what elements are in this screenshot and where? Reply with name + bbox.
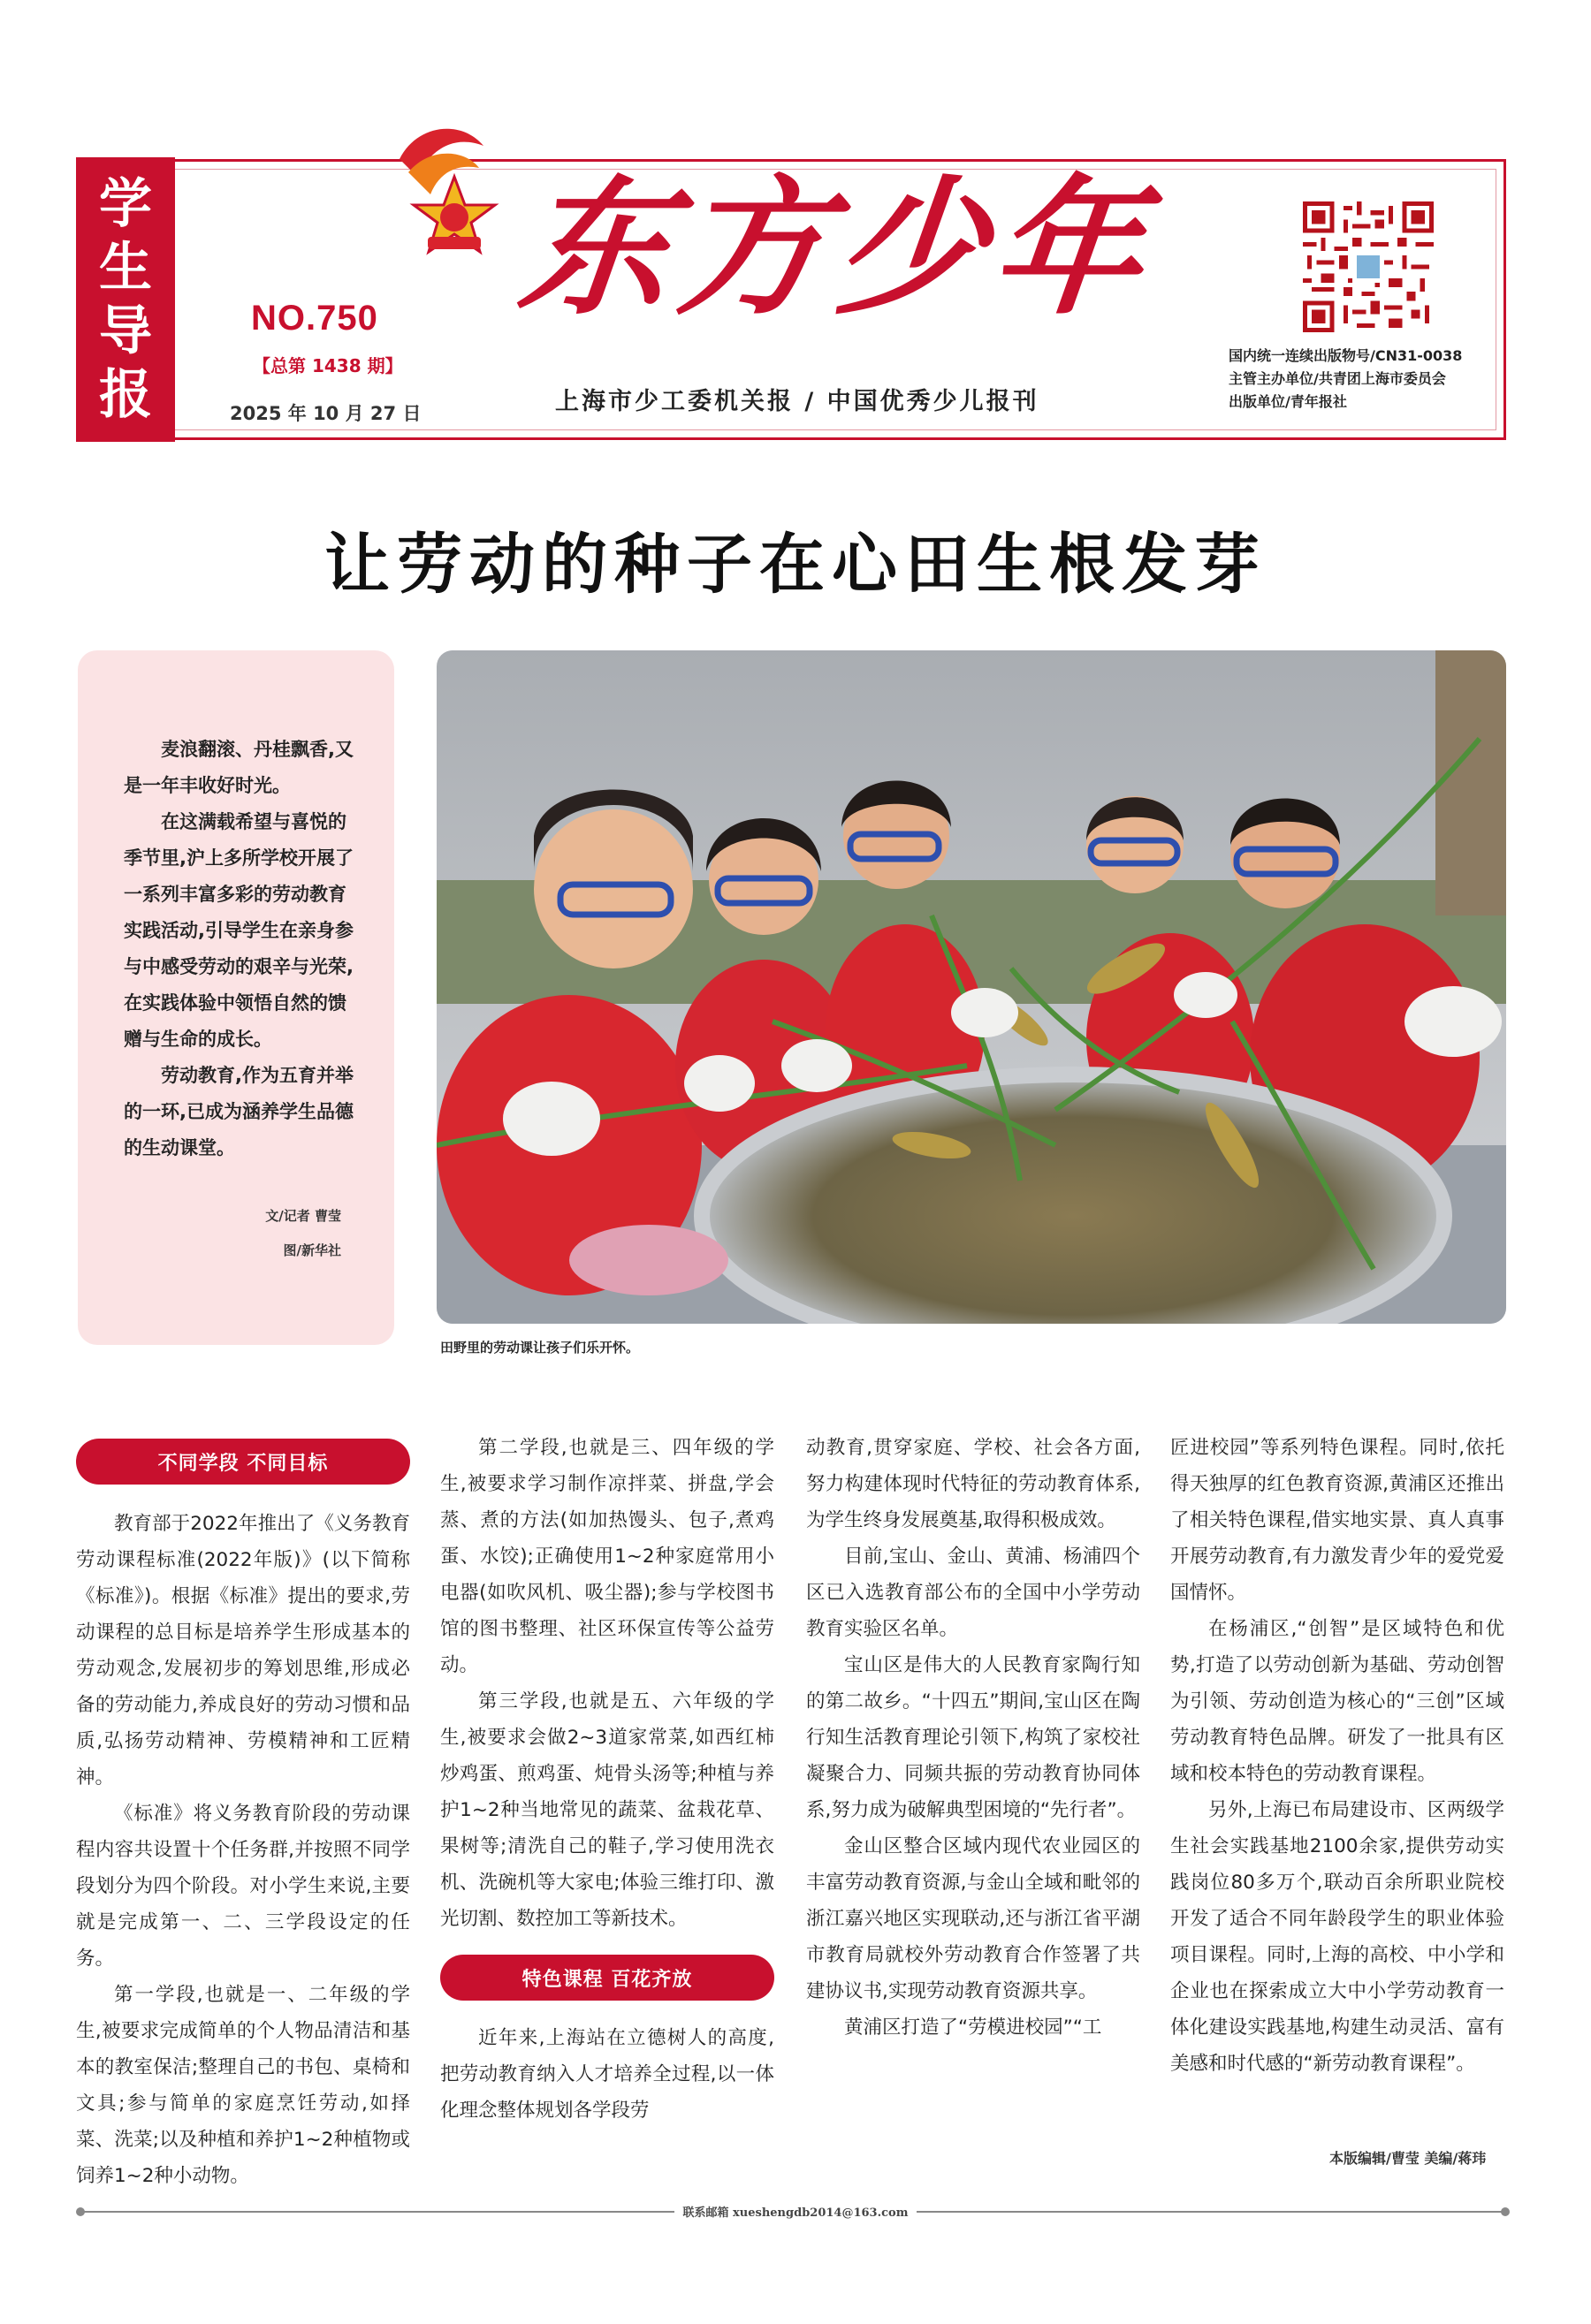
article-column-2 xyxy=(440,1430,774,2129)
body-paragraph: 《标准》将义务教育阶段的劳动课程内容共设置十个任务群,并按照不同学段划分为四个阶段。对小学生来说,主要就是完成第一、二、三学段设定的任务。 xyxy=(76,1803,410,1970)
paper-tagline: 上海市少工委机关报 / 中国优秀少儿报刊 xyxy=(555,388,1039,415)
body-paragraph: 动教育,贯穿家庭、学校、社会各方面,努力构建体现时代特征的劳动教育体系,为学生终身发展奠基,取得积极成效。 xyxy=(806,1437,1140,1531)
page-headline: 让劳动的种子在心田生根发芽 xyxy=(324,527,1267,603)
lead-paragraph: 劳动教育,作为五育并举的一环,已成为涵养学生品德的生动课堂。 xyxy=(124,1065,354,1158)
body-paragraph: 第三学段,也就是五、六年级的学生,被要求会做2~3道家常菜,如西红柿炒鸡蛋、煎鸡蛋、炖骨头汤等;种植与养护1~2种当地常见的蔬菜、盆栽花草、果树等;清洗自己的鞋子,学习使用洗衣机、洗碗机等大家电;体验三维打印、激光切割、数控加工等新技术。 xyxy=(440,1690,774,1930)
section-title-pill: 特色课程 百花齐放 xyxy=(440,1955,774,2001)
body-paragraph: 另外,上海已布局建设市、区两级学生社会实践基地2100余家,提供劳动实践岗位80多万个,联动百余所职业院校开发了适合不同年龄段学生的职业体验项目课程。同时,上海的高校、中小学和企业也在探索成立大中小学劳动教育一体化建设实践基地,构建生动灵活、富有美感和时代感的“新劳动教育课程”。 xyxy=(1170,1799,1504,2075)
issue-date: 2025 年 10 月 27 日 xyxy=(230,403,422,424)
editor-credits: 本版编辑/曹莹 美编/蒋玮 xyxy=(1329,2150,1487,2167)
side-tab-char: 生 xyxy=(99,237,152,299)
body-paragraph: 匠进校园”等系列特色课程。同时,依托得天独厚的红色教育资源,黄浦区还推出了相关特色课程,借实地实景、真人真事开展劳动教育,有力激发青少年的爱党爱国情怀。 xyxy=(1170,1437,1504,1604)
body-paragraph: 在杨浦区,“创智”是区域特色和优势,打造了以劳动创新为基础、劳动创智为引领、劳动创造为核心的“三创”区域劳动教育特色品牌。研发了一批具有区域和校本特色的劳动教育课程。 xyxy=(1170,1618,1504,1785)
body-paragraph: 金山区整合区域内现代农业园区的丰富劳动教育资源,与金山全域和毗邻的浙江嘉兴地区实现联动,还与浙江省平湖市教育局就校外劳动教育合作签署了共建协议书,实现劳动教育资源共享。 xyxy=(806,1835,1140,2002)
body-paragraph: 目前,宝山、金山、黄浦、杨浦四个区已入选教育部公布的全国中小学劳动教育实验区名单。 xyxy=(806,1546,1140,1640)
body-paragraph: 近年来,上海站在立德树人的高度,把劳动教育纳入人才培养全过程,以一体化理念整体规划各学段劳 xyxy=(440,2027,774,2122)
contact-email[interactable]: 联系邮箱 xueshengdb2014@163.com xyxy=(674,2206,917,2220)
body-paragraph: 宝山区是伟大的人民教育家陶行知的第二故乡。“十四五”期间,宝山区在陶行知生活教育理论引领下,构筑了家校社凝聚合力、同频共振的劳动教育协同体系,努力成为破解典型困境的“先行者”。 xyxy=(806,1654,1140,1821)
article-column-4 xyxy=(1170,1430,1504,2082)
side-tab-char: 报 xyxy=(99,364,152,426)
article-column-1 xyxy=(76,1439,410,2194)
qr-code-icon[interactable] xyxy=(1303,201,1434,332)
pub-info-line: 出版单位/青年报社 xyxy=(1229,393,1347,410)
body-paragraph: 第一学段,也就是一、二年级的学生,被要求完成简单的个人物品清洁和基本的教室保洁;整理自己的书包、桌椅和文具;参与简单的家庭烹饪劳动,如择菜、洗菜;以及种植和养护1~2种植物或饲养1~2种小动物。 xyxy=(76,1984,410,2187)
body-paragraph: 第二学段,也就是三、四年级的学生,被要求学习制作凉拌菜、拼盘,学会蒸、煮的方法(如加热馒头、包子,煮鸡蛋、水饺);正确使用1~2种家庭常用小电器(如吹风机、吸尘器);参与学校图书馆的图书整理、社区环保宣传等公益劳动。 xyxy=(440,1437,774,1676)
side-tab-char: 导 xyxy=(99,300,152,362)
section-title-pill: 不同学段 不同目标 xyxy=(76,1439,410,1485)
section-side-tab xyxy=(76,157,175,442)
lead-box xyxy=(78,650,394,1345)
writer-credit: 文/记者 曹莹 xyxy=(265,1208,341,1224)
footer-contact xyxy=(0,2203,1591,2220)
photo-caption: 田野里的劳动课让孩子们乐开怀。 xyxy=(440,1340,640,1356)
publication-info xyxy=(1229,345,1494,414)
harvest-photo xyxy=(437,650,1506,1324)
issue-number: NO.750 xyxy=(251,299,378,338)
article-column-3 xyxy=(806,1430,1140,2046)
side-tab-char: 学 xyxy=(99,173,152,235)
body-paragraph: 黄浦区打造了“劳模进校园”“工 xyxy=(844,2016,1102,2039)
pub-info-line: 国内统一连续出版物号/CN31-0038 xyxy=(1229,347,1463,364)
lead-paragraph: 麦浪翻滚、丹桂飘香,又是一年丰收好时光。 xyxy=(124,739,354,796)
body-paragraph: 教育部于2022年推出了《义务教育劳动课程标准(2022年版)》(以下简称《标准》)。根据《标准》提出的要求,劳动课程的总目标是培养学生形成基本的劳动观念,发展初步的筹划思维,形成必备的劳动能力,养成良好的劳动习惯和品质,弘扬劳动精神、劳模精神和工匠精神。 xyxy=(76,1513,410,1789)
young-pioneers-badge-icon xyxy=(382,124,506,265)
issue-total: 【总第 1438 期】 xyxy=(253,355,403,376)
pub-info-line: 主管主办单位/共青团上海市委员会 xyxy=(1229,370,1446,387)
photo-credit: 图/新华社 xyxy=(283,1242,341,1258)
lead-paragraph: 在这满载希望与喜悦的季节里,沪上多所学校开展了一系列丰富多彩的劳动教育实践活动,引导学生在亲身参与中感受劳动的艰辛与光荣,在实践体验中领悟自然的馈赠与生命的成长。 xyxy=(124,811,354,1050)
paper-name: 东方少年 xyxy=(512,160,1161,335)
